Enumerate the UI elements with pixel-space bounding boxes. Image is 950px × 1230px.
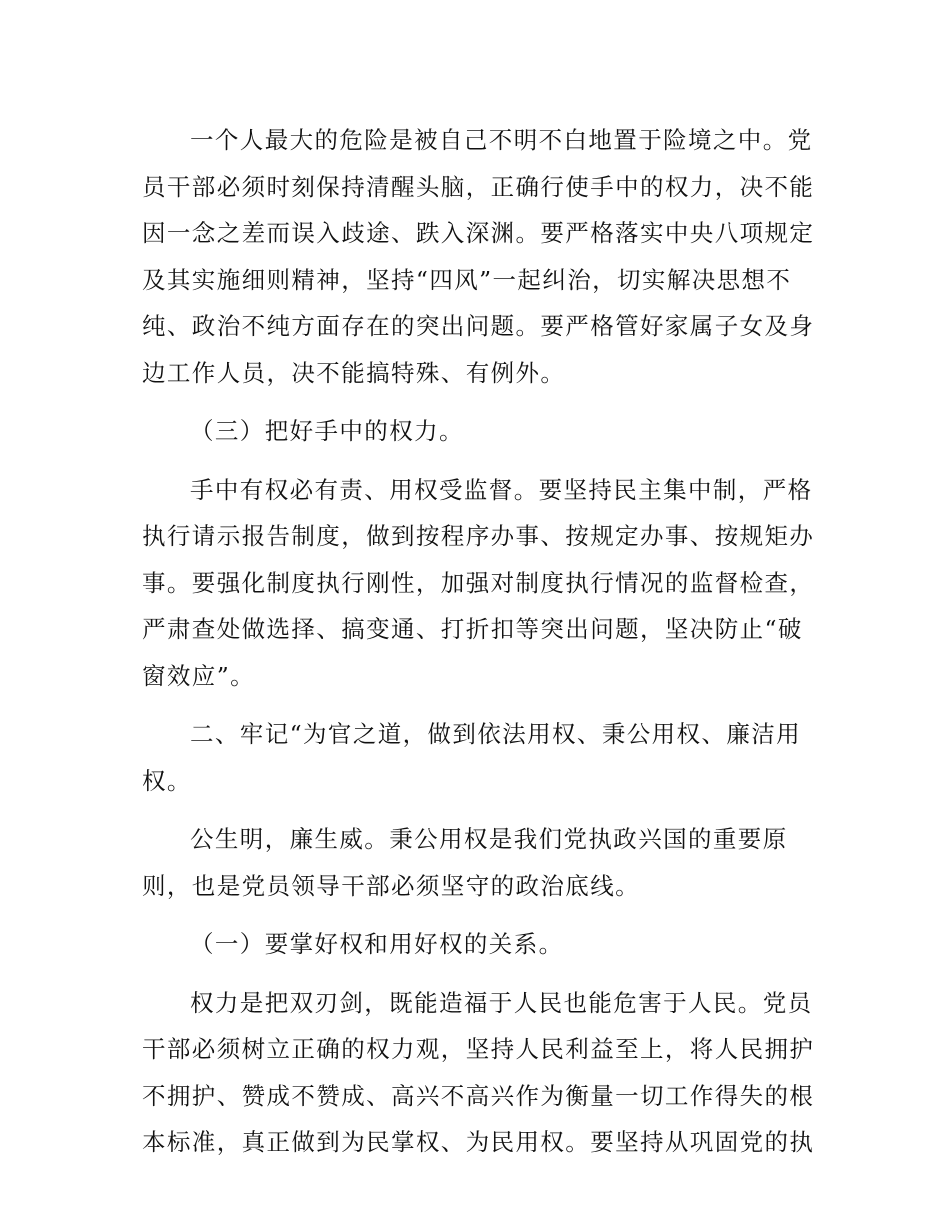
paragraph-1 bbox=[142, 117, 815, 396]
paragraph-4 bbox=[142, 816, 812, 909]
text-line: 二、牢记“为官之道，做到依法用权、秉公用权、廉洁用 bbox=[190, 720, 802, 748]
text-line: 纯、政治不纯方面存在的突出问题。要严格管好家属子女及身 bbox=[142, 312, 815, 340]
section-heading-1: （一）要掌好权和用好权的关系。 bbox=[190, 930, 564, 958]
text-line: 一个人最大的危险是被自己不明不白地置于险境之中。党 bbox=[190, 126, 813, 154]
text-line: 事。要强化制度执行刚性，加强对制度执行情况的监督检查， bbox=[142, 568, 815, 597]
text-line: 不拥护、赞成不赞成、高兴不高兴作为衡量一切工作得失的根 bbox=[142, 1081, 815, 1110]
text-line: 严肃查处做选择、搞变通、打折扣等突出问题，坚决防止“破 bbox=[142, 615, 803, 643]
text-line: 公生明，廉生威。秉公用权是我们党执政兴国的重要原 bbox=[190, 825, 788, 853]
paragraph-2 bbox=[142, 467, 815, 700]
text-line: 则，也是党员领导干部必须坚守的政治底线。 bbox=[142, 871, 640, 900]
document-body bbox=[142, 117, 815, 1166]
text-line: 权力是把双刃剑，既能造福于人民也能危害于人民。党员 bbox=[190, 988, 813, 1017]
text-line: 干部必须树立正确的权力观，坚持人民利益至上，将人民拥护 bbox=[142, 1035, 815, 1063]
text-line: 及其实施细则精神，坚持“四风”一起纠治，切实解决思想不 bbox=[142, 265, 792, 294]
text-line: 权。 bbox=[142, 766, 192, 795]
text-line: 窗效应”。 bbox=[142, 661, 256, 690]
text-line: 员干部必须时刻保持清醒头脑，正确行使手中的权力，决不能 bbox=[142, 172, 815, 201]
paragraph-5 bbox=[142, 980, 815, 1166]
text-line: 边工作人员，决不能搞特殊、有例外。 bbox=[142, 358, 566, 387]
text-line: 手中有权必有责、用权受监督。要坚持民主集中制，严格 bbox=[190, 475, 813, 504]
text-line: 本标准，真正做到为民掌权、为民用权。要坚持从巩固党的执 bbox=[142, 1128, 815, 1156]
text-line: 执行请示报告制度，做到按程序办事、按规定办事、按规矩办 bbox=[142, 522, 815, 550]
paragraph-3 bbox=[142, 711, 812, 804]
section-heading-3: （三）把好手中的权力。 bbox=[190, 417, 464, 445]
text-line: 因一念之差而误入歧途、跌入深渊。要严格落实中央八项规定 bbox=[142, 219, 815, 247]
